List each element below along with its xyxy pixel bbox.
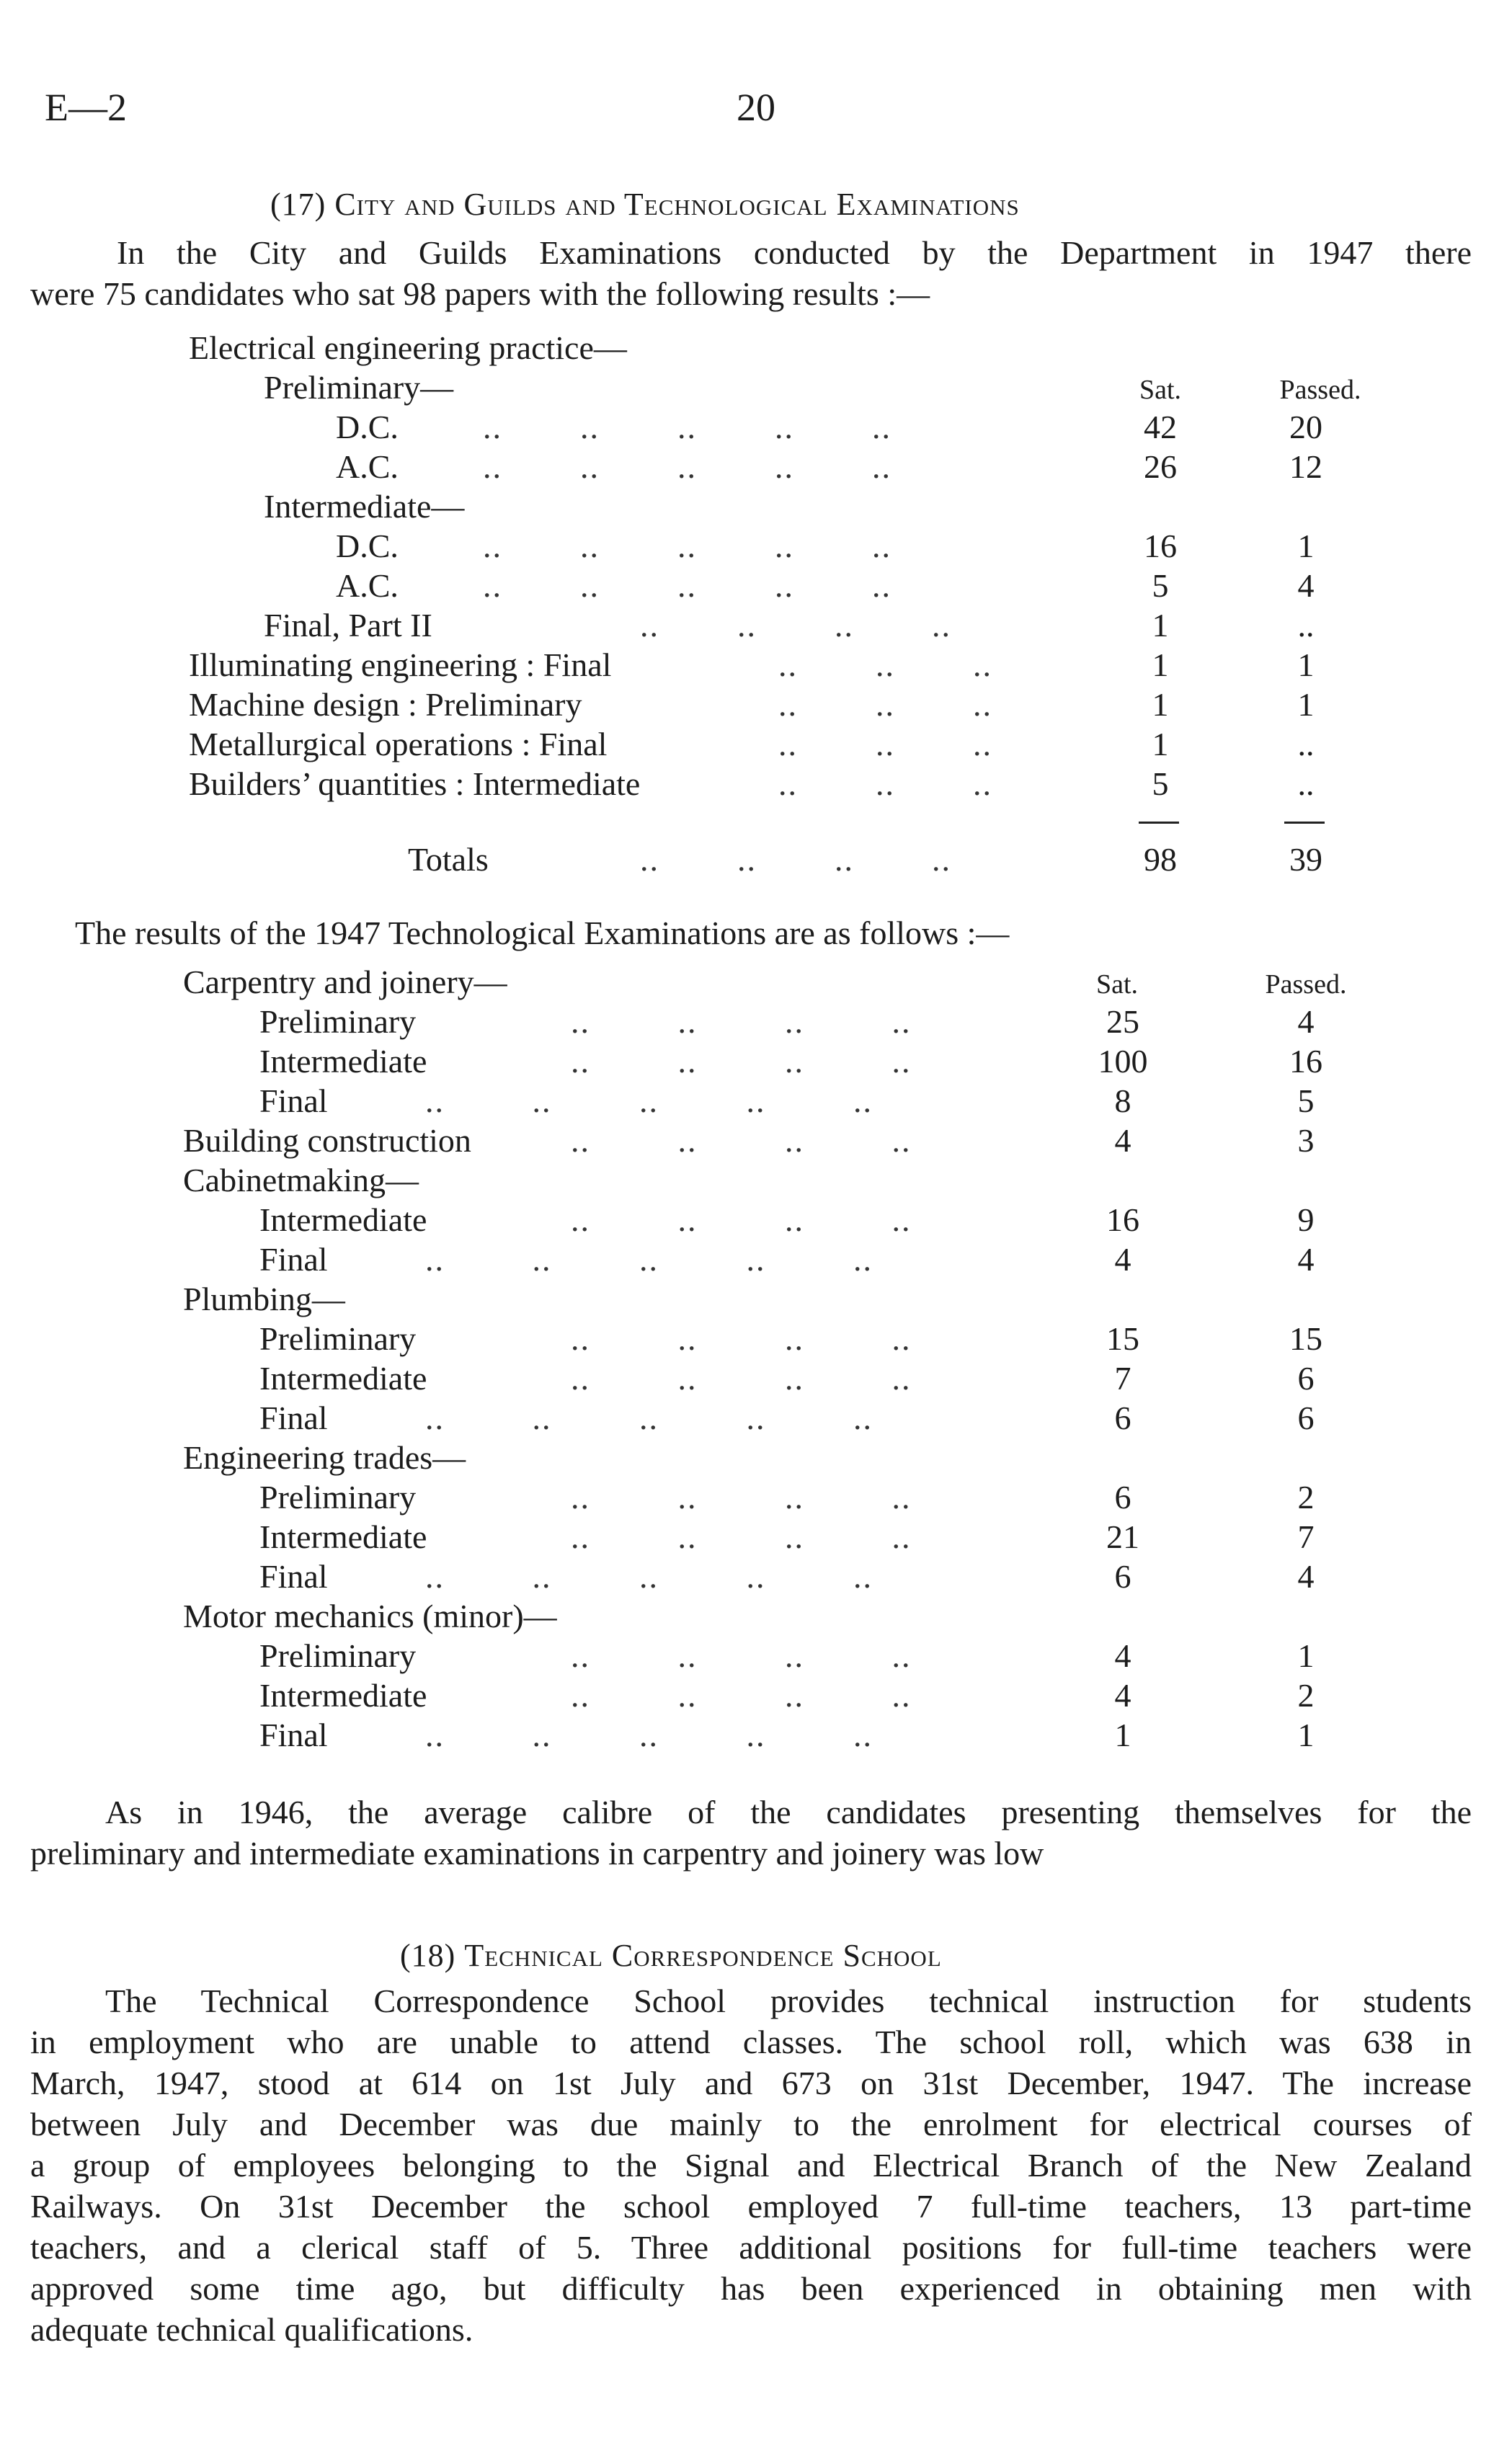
passed-value: 6: [1297, 1360, 1315, 1397]
row-label: Metallurgical operations : Final: [189, 726, 608, 762]
row-label: Final: [259, 1082, 328, 1119]
intro-line-2: were 75 candidates who sat 98 papers with the following results :—: [30, 275, 930, 312]
passed-value: 12: [1289, 448, 1322, 485]
sat-value: 16: [1106, 1201, 1139, 1238]
page-number: 20: [737, 86, 775, 129]
row-label: D.C.: [336, 409, 399, 445]
sat-value: 4: [1114, 1241, 1131, 1278]
group-label: Plumbing—: [183, 1281, 345, 1317]
passed-value: 15: [1289, 1320, 1322, 1357]
sat-value: 25: [1106, 1003, 1139, 1040]
row-label: Intermediate: [259, 1360, 427, 1397]
leader-dots: .. .. .. .. ..: [425, 1082, 873, 1119]
row-label: Building construction: [183, 1122, 471, 1159]
passed-value: ..: [1297, 607, 1315, 644]
passed-value: 2: [1297, 1479, 1315, 1516]
sat-value: 4: [1114, 1122, 1131, 1159]
row-label: Illuminating engineering : Final: [189, 646, 612, 683]
row-label: Final: [259, 1717, 328, 1753]
sat-value: 6: [1114, 1400, 1131, 1436]
leader-dots: .. .. ..: [778, 765, 992, 802]
passed-value: 1: [1297, 646, 1315, 683]
sat-value: 42: [1144, 409, 1177, 445]
totals-label: Totals: [408, 841, 489, 878]
passed-value: 9: [1297, 1201, 1315, 1238]
group-label: Motor mechanics (minor)—: [183, 1598, 557, 1634]
column-header-sat: Sat.: [1139, 375, 1182, 405]
passed-value: 4: [1297, 1003, 1315, 1040]
sat-value: 1: [1114, 1717, 1131, 1753]
group-label: Cabinetmaking—: [183, 1162, 419, 1198]
passed-total: 39: [1289, 841, 1322, 878]
closing-line-2: preliminary and intermediate examinations in carpentry and joinery was low: [30, 1835, 1044, 1872]
leader-dots: .. .. ..: [778, 646, 992, 683]
section-17-number: (17): [270, 187, 326, 222]
leader-dots: .. .. .. ..: [571, 1003, 912, 1040]
sat-value: 4: [1114, 1677, 1131, 1714]
leader-dots: .. .. ..: [778, 686, 992, 723]
leader-dots: .. .. .. ..: [571, 1637, 912, 1674]
document-code: E—2: [45, 86, 127, 129]
technological-intro: The results of the 1947 Technological Examinations are as follows :—: [75, 915, 1010, 951]
leader-dots: .. .. .. .. ..: [425, 1717, 873, 1753]
group-label: Engineering trades—: [183, 1439, 466, 1476]
passed-value: 5: [1297, 1082, 1315, 1119]
paragraph-line: approved some time ago, but difficulty has been experienced in obtaining men with: [30, 2270, 1472, 2307]
sat-value: 5: [1152, 765, 1169, 802]
paragraph-line: March, 1947, stood at 614 on 1st July and 673 on 31st December, 1947. The increase: [30, 2065, 1472, 2101]
sat-value: 7: [1114, 1360, 1131, 1397]
row-label: A.C.: [336, 567, 399, 604]
leader-dots: .. .. .. ..: [571, 1518, 912, 1555]
paragraph-line: between July and December was due mainly to the enrolment for electrical courses of: [30, 2106, 1472, 2142]
sat-value: 8: [1114, 1082, 1131, 1119]
sat-value: 4: [1114, 1637, 1131, 1674]
row-label: Preliminary: [259, 1479, 417, 1516]
paragraph-line: Railways. On 31st December the school employed 7 full-time teachers, 13 part-time: [30, 2188, 1472, 2225]
row-label: D.C.: [336, 528, 399, 564]
passed-value: 1: [1297, 686, 1315, 723]
passed-value: 2: [1297, 1677, 1315, 1714]
passed-value: 16: [1289, 1043, 1322, 1080]
row-label: Builders’ quantities : Intermediate: [189, 765, 641, 802]
passed-value: 7: [1297, 1518, 1315, 1555]
row-label: Intermediate: [259, 1201, 427, 1238]
sat-value: 1: [1152, 646, 1169, 683]
leader-dots: .. .. .. .. ..: [483, 409, 891, 445]
row-label: Final: [259, 1241, 328, 1278]
paragraph-line: a group of employees belonging to the Signal and Electrical Branch of the New Zealand: [30, 2147, 1472, 2184]
section-17-title: [270, 186, 1020, 223]
leader-dots: .. .. .. ..: [571, 1360, 912, 1397]
group-label: Electrical engineering practice—: [189, 329, 627, 366]
passed-value: 1: [1297, 1717, 1315, 1753]
leader-dots: .. .. .. ..: [571, 1043, 912, 1080]
column-header-sat: Sat.: [1095, 969, 1139, 1000]
row-label: Preliminary: [259, 1637, 417, 1674]
sat-value: 26: [1144, 448, 1177, 485]
paragraph-line: adequate technical qualifications.: [30, 2311, 473, 2348]
sat-value: 100: [1098, 1043, 1148, 1080]
row-label: Intermediate: [259, 1677, 427, 1714]
leader-dots: .. .. .. ..: [571, 1122, 912, 1159]
row-label: Preliminary: [259, 1003, 417, 1040]
leader-dots: .. .. .. ..: [571, 1479, 912, 1516]
passed-value: 20: [1289, 409, 1322, 445]
passed-value: 4: [1297, 567, 1315, 604]
leader-dots: .. .. .. ..: [571, 1201, 912, 1238]
passed-value: 1: [1297, 1637, 1315, 1674]
passed-total-rule: [1284, 822, 1325, 824]
group-label: Preliminary—: [264, 369, 454, 406]
leader-dots: .. .. .. .. ..: [425, 1400, 873, 1436]
sat-value: 5: [1152, 567, 1169, 604]
row-label: Final, Part II: [264, 607, 432, 644]
paragraph-line: in employment who are unable to attend classes. The school roll, which was 638 in: [30, 2024, 1472, 2060]
passed-value: ..: [1297, 765, 1315, 802]
sat-value: 6: [1114, 1558, 1131, 1595]
leader-dots: .. .. .. .. ..: [483, 448, 891, 485]
paragraph-line: teachers, and a clerical staff of 5. Three additional positions for full-time teachers were: [30, 2229, 1472, 2266]
sat-value: 1: [1152, 607, 1169, 644]
column-header-passed: Passed.: [1265, 969, 1347, 1000]
row-label: A.C.: [336, 448, 399, 485]
paragraph-line: The Technical Correspondence School provides technical instruction for students: [105, 1983, 1472, 2019]
sat-value: 15: [1106, 1320, 1139, 1357]
section-18-number: (18): [400, 1938, 456, 1973]
group-label: Carpentry and joinery—: [183, 964, 507, 1000]
passed-value: 6: [1297, 1400, 1315, 1436]
sat-value: 1: [1152, 726, 1169, 762]
leader-dots: .. .. ..: [778, 726, 992, 762]
sat-value: 21: [1106, 1518, 1139, 1555]
closing-line-1: As in 1946, the average calibre of the candidates presenting themselves for the: [105, 1794, 1472, 1830]
sat-value: 1: [1152, 686, 1169, 723]
passed-value: 4: [1297, 1558, 1315, 1595]
sat-total: 98: [1144, 841, 1177, 878]
row-label: Machine design : Preliminary: [189, 686, 582, 723]
section-18-title: [400, 1937, 942, 1974]
leader-dots: .. .. .. .. ..: [483, 567, 891, 604]
passed-value: 4: [1297, 1241, 1315, 1278]
passed-value: 3: [1297, 1122, 1315, 1159]
section-17-intro: [30, 232, 1472, 314]
section-18-heading: Technical Correspondence School: [464, 1938, 942, 1973]
leader-dots: .. .. .. ..: [640, 841, 951, 878]
technological-closing-paragraph: [30, 1792, 1472, 1874]
section-17-heading: City and Guilds and Technological Examinations: [334, 187, 1020, 222]
row-label: Final: [259, 1558, 328, 1595]
leader-dots: .. .. .. .. ..: [425, 1558, 873, 1595]
sat-total-rule: [1139, 822, 1179, 824]
leader-dots: .. .. .. ..: [571, 1677, 912, 1714]
row-label: Intermediate: [259, 1518, 427, 1555]
leader-dots: .. .. .. ..: [640, 607, 951, 644]
passed-value: ..: [1297, 726, 1315, 762]
leader-dots: .. .. .. .. ..: [425, 1241, 873, 1278]
intro-line-1: In the City and Guilds Examinations conducted by the Department in 1947 there: [117, 234, 1472, 271]
sat-value: 16: [1144, 528, 1177, 564]
row-label: Preliminary: [259, 1320, 417, 1357]
leader-dots: .. .. .. .. ..: [483, 528, 891, 564]
passed-value: 1: [1297, 528, 1315, 564]
column-header-passed: Passed.: [1279, 375, 1361, 405]
row-label: Final: [259, 1400, 328, 1436]
leader-dots: .. .. .. ..: [571, 1320, 912, 1357]
section-18-paragraph: [30, 1980, 1472, 2350]
row-label: Intermediate: [259, 1043, 427, 1080]
sat-value: 6: [1114, 1479, 1131, 1516]
group-label: Intermediate—: [264, 488, 465, 525]
